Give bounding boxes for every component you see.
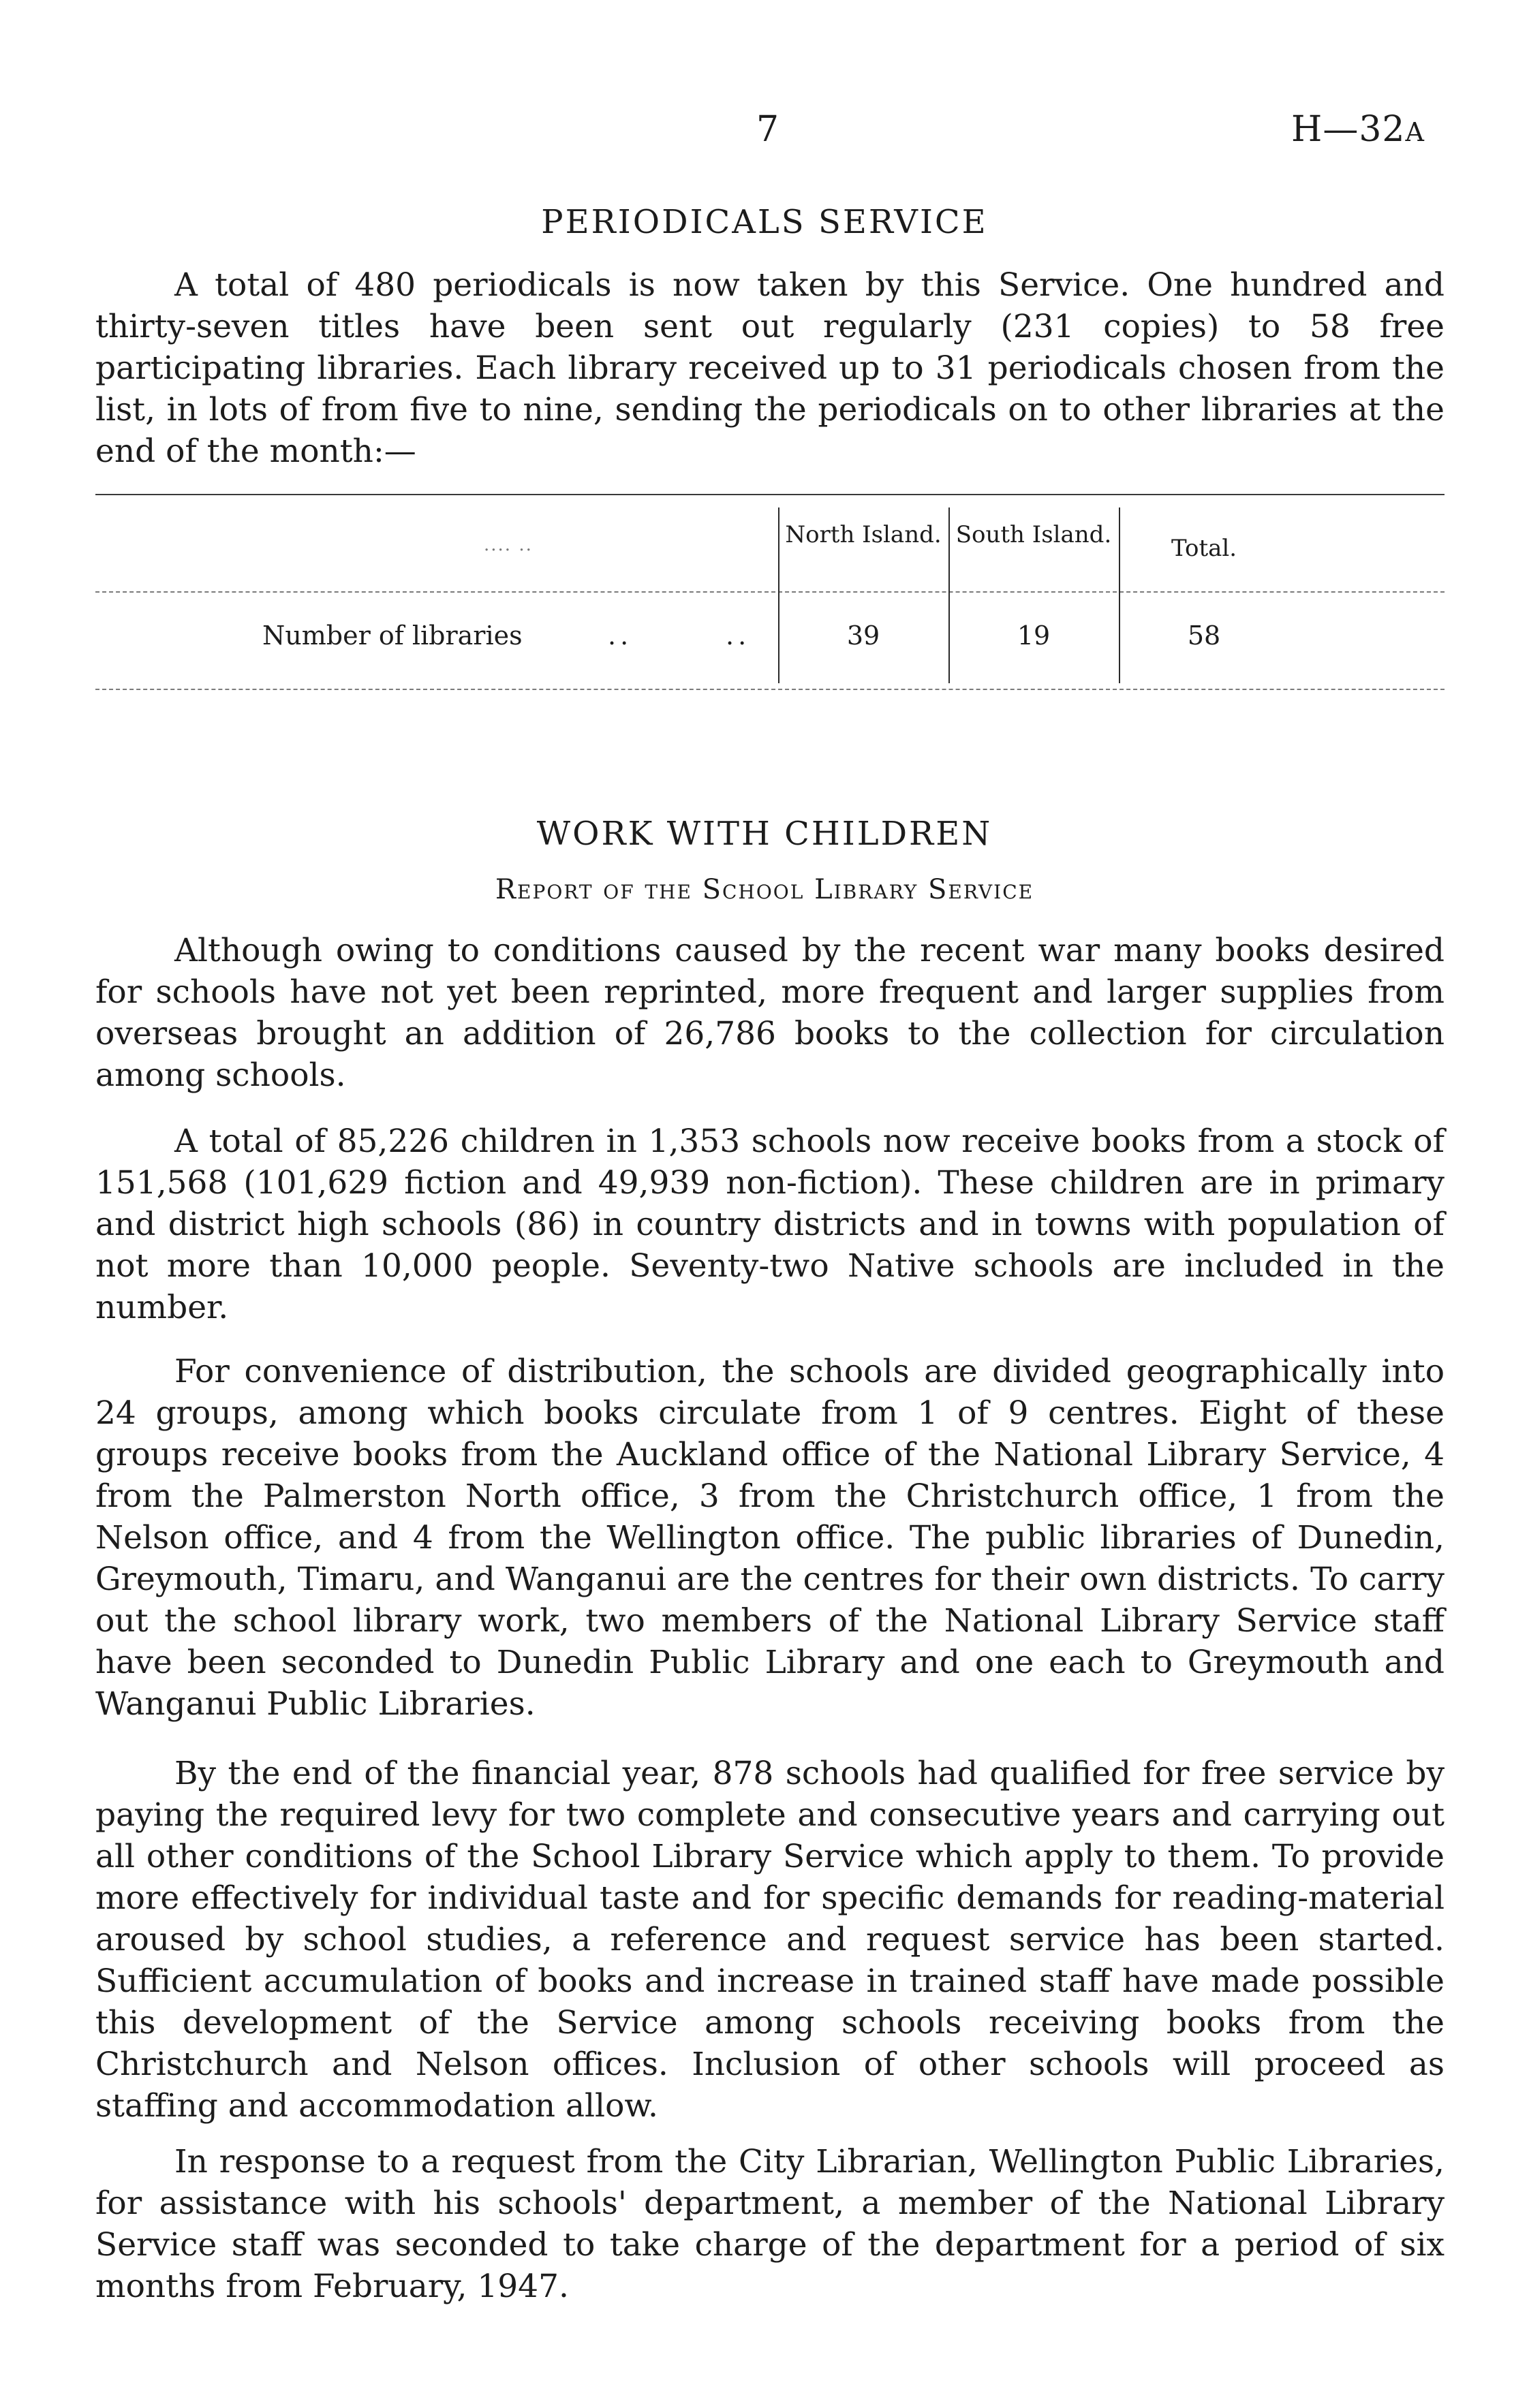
children-paragraph-3: For convenience of distribution, the schools are divided geographically into 24 groups, among which books circulate from 1 of 9 centres. Eight of these groups receive books from the Auckland office of the National Library Service, 4 from the Palmerston North office, 3 from the Christchurch office, 1 from the Nelson office, and 4 from the Wellington office. The public libraries of Dunedin, Greymouth, Timaru, and Wanganui are the centres for their own districts. To carry out the school library work, two members of the National Library Service staff have been seconded to Dunedin Public Library and one each to Greymouth and Wanganui Public Libraries. [95,1353,1445,1723]
children-paragraph-5: In response to a request from the City Librarian, Wellington Public Libraries, for assistance with his schools' department, a member of the National Library Service staff was seconded to take charge of the department for a period of six months from February, 1947. [95,2143,1445,2305]
column-header-north-island: North Island. [785,521,942,548]
children-heading: WORK WITH CHILDREN [536,815,993,853]
page-number: 7 [756,109,779,150]
row-leader: .. [608,621,633,651]
header-blank-marker: .... .. [484,535,533,555]
column-header-total: Total. [1171,535,1237,562]
children-paragraph-1: Although owing to conditions caused by the recent war many books desired for schools have not yet been reprinted, more frequent and larger supplies from overseas brought an addition of 26,786 books to the collection for circulation among schools. [95,932,1445,1094]
column-divider [1119,507,1120,683]
value-south-island: 19 [1017,621,1051,651]
children-paragraph-4: By the end of the financial year, 878 schools had qualified for free service by paying the required levy for two complete and consecutive years and carrying out all other conditions of the School Library Service which apply to them. To provide more effectively for individual taste and for specific demands for reading-material aroused by school studies, a reference and request service has been started. Sufficient accumulation of books and increase in trained staff have made possible this development of the Service among schools receiving books from the Christchurch and Nelson offices. Inclusion of other schools will proceed as staffing and accommodation allow. [95,1755,1445,2125]
column-divider [778,507,779,683]
document-reference-suffix: A [1405,117,1425,147]
periodicals-paragraph: A total of 480 periodicals is now taken by this Service. One hundred and thirty-seven titles have been sent out regularly (231 copies) to 58 free participating libraries. Each library received up to 31 periodicals chosen from the list, in lots of from five to nine, sending the periodicals on to other libraries at the end of the month:— [95,266,1445,470]
value-north-island: 39 [846,621,880,651]
column-divider [948,507,950,683]
row-label-number-of-libraries: Number of libraries [262,621,523,651]
periodicals-heading: PERIODICALS SERVICE [541,203,988,241]
table-top-rule [95,494,1445,495]
document-reference [1291,109,1425,150]
children-subheading: Report of the School Library Service [495,874,1034,905]
children-paragraph-2: A total of 85,226 children in 1,353 schools now receive books from a stock of 151,568 (101,629 fiction and 49,939 non-fiction). These children are in primary and district high schools (86) in country districts and in towns with population of not more than 10,000 people. Seventy-two Native schools are included in the number. [95,1123,1445,1326]
value-total: 58 [1187,621,1221,651]
column-header-south-island: South Island. [955,521,1112,548]
table-header-rule [95,591,1445,593]
libraries-table [95,494,1445,698]
row-leader: .. [726,621,751,651]
document-reference-main: H—32 [1291,109,1406,150]
table-bottom-rule [95,689,1445,690]
